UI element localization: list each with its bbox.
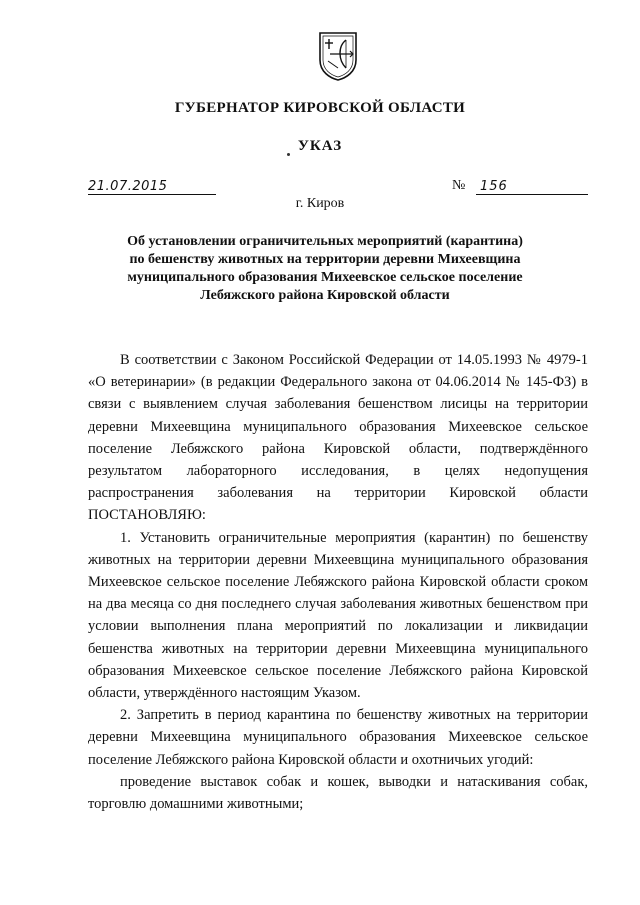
date-field — [88, 178, 216, 195]
authority-title: ГУБЕРНАТОР КИРОВСКОЙ ОБЛАСТИ — [174, 100, 466, 116]
document-title — [90, 233, 560, 305]
document-number: 156 — [480, 179, 508, 194]
document-place: г. Киров — [295, 196, 345, 211]
paragraph-item-1: 1. Установить ограничительные мероприятия (карантин) по бешенству животных на территории деревни Михеевщина муниципального образования Михеевское сельское поселение Лебяжского района Кировской области сроком на два месяца со дня последнего случая заболевания животных бешенством при условии выполнения плана мероприятий по локализации и ликвидации бешенства животных на территории деревни Михеевщина муниципального образования Михеевское сельское поселение Лебяжского района Кировской области, утверждённого настоящим Указом. — [88, 529, 588, 702]
number-sign: № — [452, 178, 466, 193]
paragraph-item-2: 2. Запретить в период карантина по бешенству животных на территории деревни Михеевщина муниципального образования Михеевское сельское поселение Лебяжского района Кировской области и охотничьих угодий: — [88, 707, 588, 768]
coat-of-arms-icon — [316, 30, 360, 82]
title-line: по бешенству животных на территории деревни Михеевщина — [129, 252, 521, 267]
paragraph-preamble: В соответствии с Законом Российской Федерации от 14.05.1993 № 4979-1 «О ветеринарии» (в редакции Федерального закона от 04.06.2014 № 145-ФЗ) в связи с выявлением случая заболевания бешенством лисицы на территории деревни Михеевщина муниципального образования Михеевское сельское поселение Лебяжского района Кировской области, подтверждённого результатом лабораторного исследования, в целях недопущения распространения заболевания на территории Кировской области ПОСТАНОВЛЯЮ: — [88, 352, 588, 524]
title-line: муниципального образования Михеевское сельское поселение — [127, 270, 523, 285]
decorative-dot — [287, 153, 290, 156]
document-type: УКАЗ — [297, 138, 343, 154]
number-field — [476, 178, 588, 195]
title-line: Об установлении ограничительных мероприятий (карантина) — [127, 234, 523, 249]
document-date: 21.07.2015 — [88, 179, 168, 194]
document-body — [88, 349, 588, 815]
title-line: Лебяжского района Кировской области — [200, 288, 450, 303]
paragraph-subitem: проведение выставок собак и кошек, выводки и натаскивания собак, торговлю домашними животными; — [88, 773, 588, 813]
